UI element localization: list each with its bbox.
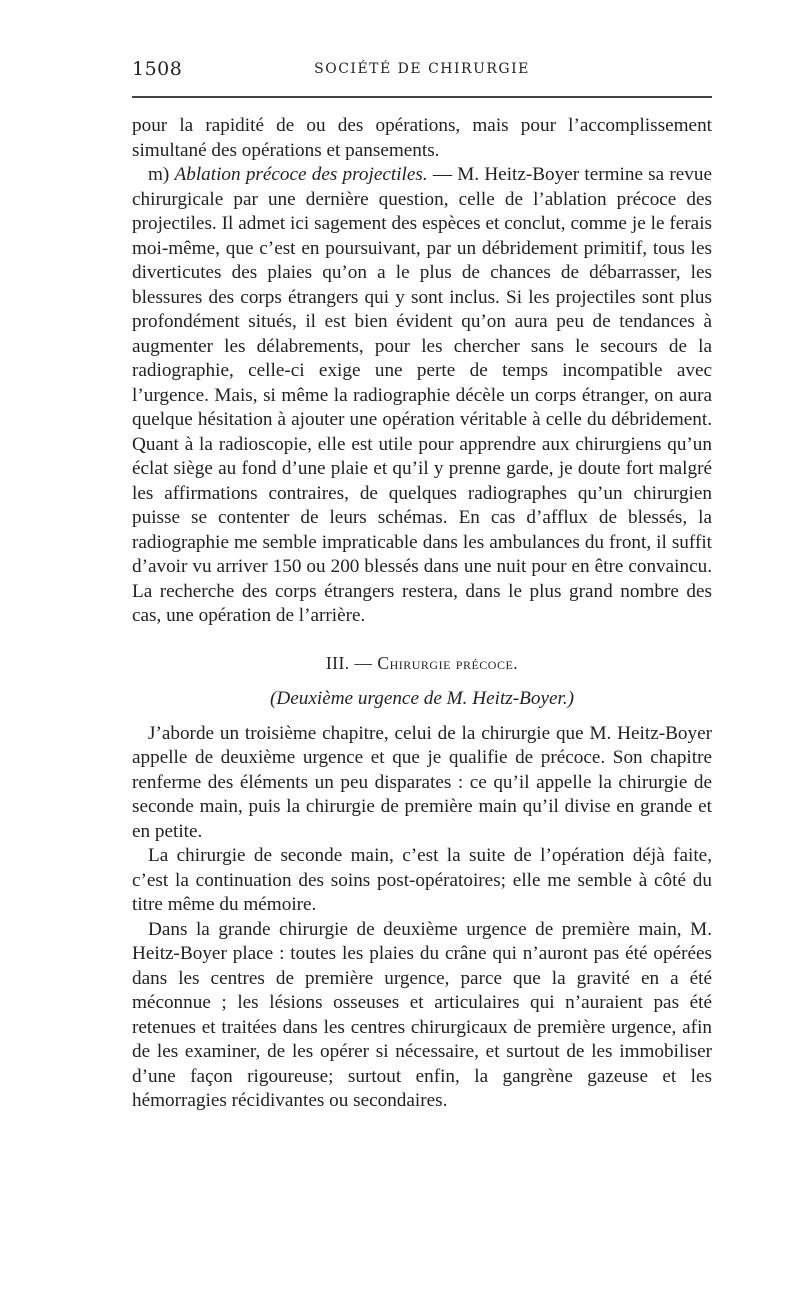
page-number: 1508 xyxy=(132,58,183,80)
item-marker: m) xyxy=(148,164,175,185)
paragraph-ablation xyxy=(132,163,712,629)
item-text: — M. Heitz-Boyer termine sa revue chirurgicale par une dernière question, celle de l’ablation précoce des projectiles. Il admet ici sagement des espèces et conclut, comme je le ferais moi-même, que c’est en poursuivant, par un débridement primitif, tous les diverticutes des plaies qu’on a le plus de chances de débarrasser, les blessures des corps étrangers qui y sont inclus. Si les projectiles sont plus profondément situés, il est bien évident qu’on aura peu de tendances à augmenter les délabrements, pour les chercher sans le secours de la radiographie, celle-ci exige une perte de temps incompatible avec l’urgence. Mais, si même la radiographie décèle un corps étranger, on aura quelque hésitation à ajouter une opération véritable à celle du débridement. Quant à la radioscopie, elle est utile pour apprendre aux chirurgiens qu’un éclat siège au fond d’une plaie et qu’il y prenne garde, je doute fort malgré les affirmations contraires, de quelques radiographes qu’un chirurgien puisse se contenter de leurs schémas. En cas d’afflux de blessés, la radiographie me semble impraticable dans les ambulances du front, il suffit d’avoir vu arriver 150 ou 200 blessés dans une nuit pour en être convaincu. La recherche des corps étrangers restera, dans le plus grand nombre des cas, une opération de l’arrière. xyxy=(132,164,712,626)
section-subheading-text: (Deuxième urgence de M. Heitz-Boyer.) xyxy=(269,688,575,709)
item-heading: Ablation précoce des projectiles. xyxy=(174,164,428,185)
paragraph-seconde-main: La chirurgie de seconde main, c’est la suite de l’opération déjà faite, c’est la continuation des soins post-opératoires; elle me semble à côté du titre même du mémoire. xyxy=(132,845,712,915)
section-heading: III. — Chirurgie précoce. xyxy=(325,652,519,673)
body-text xyxy=(132,114,712,1114)
paragraph-grande-chirurgie: Dans la grande chirurgie de deuxième urgence de première main, M. Heitz-Boyer place : toutes les plaies du crâne qui n’auront pas été opérées dans les centres de première urgence, parce que la gravité en a été méconnue ; les lésions osseuses et articulaires qui n’auraient pas été retenues et traitées dans les centres chirurgicaux de première urgence, afin de les examiner, de les opérer si nécessaire, et surtout de les immobiliser d’une façon rigoureuse; surtout enfin, la gangrène gazeuse et les hémorragies récidivantes ou secondaires. xyxy=(132,918,712,1111)
header-rule xyxy=(132,96,712,98)
running-title: SOCIÉTÉ DE CHIRURGIE xyxy=(314,61,530,77)
paragraph-chapter-intro: J’aborde un troisième chapitre, celui de la chirurgie que M. Heitz-Boyer appelle de deuxième urgence et que je qualifie de précoce. Son chapitre renferme des éléments un peu disparates : ce qu’il appelle la chirurgie de seconde main, puis la chirurgie de première main qu’il divise en grande et en petite. xyxy=(132,722,712,842)
page-header xyxy=(132,58,712,88)
paragraph-continuation: pour la rapidité de ou des opérations, mais pour l’accomplissement simultané des opérations et pansements. xyxy=(132,115,712,161)
section-subheading xyxy=(132,687,712,712)
